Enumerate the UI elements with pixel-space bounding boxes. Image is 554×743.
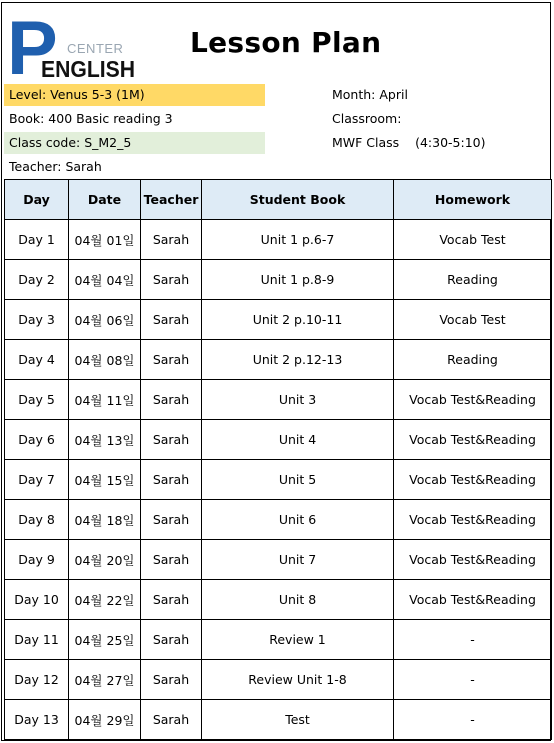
table-row <box>5 220 552 260</box>
teacher-cell: Sarah <box>141 340 202 380</box>
header-teacher: Teacher <box>141 180 202 220</box>
table-row <box>5 300 552 340</box>
day-cell: Day 7 <box>5 460 69 500</box>
day-cell: Day 5 <box>5 380 69 420</box>
teacher-cell: Sarah <box>141 540 202 580</box>
student-book-cell: Unit 4 <box>202 420 394 460</box>
english-center-logo <box>7 8 137 80</box>
homework-cell: - <box>394 660 552 700</box>
month-field: Month: April <box>332 87 408 102</box>
student-book-cell: Unit 7 <box>202 540 394 580</box>
day-cell: Day 6 <box>5 420 69 460</box>
day-cell: Day 12 <box>5 660 69 700</box>
homework-cell: Reading <box>394 260 552 300</box>
student-book-cell: Unit 5 <box>202 460 394 500</box>
homework-cell: Vocab Test&Reading <box>394 500 552 540</box>
student-book-cell: Unit 1 p.6-7 <box>202 220 394 260</box>
table-row <box>5 460 552 500</box>
date-cell: 04월 20일 <box>69 540 141 580</box>
teacher-cell: Sarah <box>141 620 202 660</box>
student-book-cell: Unit 2 p.10-11 <box>202 300 394 340</box>
table-row <box>5 340 552 380</box>
header-homework: Homework <box>394 180 552 220</box>
homework-cell: Reading <box>394 340 552 380</box>
day-cell: Day 13 <box>5 700 69 740</box>
teacher-cell: Sarah <box>141 220 202 260</box>
table-row <box>5 260 552 300</box>
homework-cell: Vocab Test <box>394 220 552 260</box>
teacher-cell: Sarah <box>141 580 202 620</box>
table-row <box>5 420 552 460</box>
table-body <box>5 220 552 740</box>
table-row <box>5 700 552 740</box>
homework-cell: Vocab Test&Reading <box>394 420 552 460</box>
teacher-cell: Sarah <box>141 300 202 340</box>
student-book-cell: Unit 8 <box>202 580 394 620</box>
student-book-cell: Unit 6 <box>202 500 394 540</box>
date-cell: 04월 29일 <box>69 700 141 740</box>
student-book-cell: Test <box>202 700 394 740</box>
homework-cell: - <box>394 620 552 660</box>
teacher-cell: Sarah <box>141 260 202 300</box>
table-row <box>5 620 552 660</box>
header-day: Day <box>5 180 69 220</box>
date-cell: 04월 22일 <box>69 580 141 620</box>
table-row <box>5 660 552 700</box>
student-book-cell: Unit 1 p.8-9 <box>202 260 394 300</box>
day-cell: Day 3 <box>5 300 69 340</box>
date-cell: 04월 13일 <box>69 420 141 460</box>
homework-cell: Vocab Test&Reading <box>394 540 552 580</box>
date-cell: 04월 06일 <box>69 300 141 340</box>
date-cell: 04월 15일 <box>69 460 141 500</box>
date-cell: 04월 11일 <box>69 380 141 420</box>
teacher-cell: Sarah <box>141 700 202 740</box>
date-cell: 04월 04일 <box>69 260 141 300</box>
student-book-cell: Unit 3 <box>202 380 394 420</box>
day-cell: Day 1 <box>5 220 69 260</box>
table-header-row <box>5 180 552 220</box>
day-cell: Day 4 <box>5 340 69 380</box>
date-cell: 04월 18일 <box>69 500 141 540</box>
day-cell: Day 10 <box>5 580 69 620</box>
teacher-field: Teacher: Sarah <box>9 159 102 174</box>
logo-brand-text: ENGLISH <box>41 56 135 80</box>
date-cell: 04월 25일 <box>69 620 141 660</box>
homework-cell: Vocab Test <box>394 300 552 340</box>
date-cell: 04월 27일 <box>69 660 141 700</box>
book-field: Book: 400 Basic reading 3 <box>9 111 173 126</box>
homework-cell: - <box>394 700 552 740</box>
day-cell: Day 8 <box>5 500 69 540</box>
classroom-field: Classroom: <box>332 111 402 126</box>
day-cell: Day 2 <box>5 260 69 300</box>
homework-cell: Vocab Test&Reading <box>394 580 552 620</box>
teacher-cell: Sarah <box>141 660 202 700</box>
day-cell: Day 11 <box>5 620 69 660</box>
date-cell: 04월 08일 <box>69 340 141 380</box>
date-cell: 04월 01일 <box>69 220 141 260</box>
student-book-cell: Review 1 <box>202 620 394 660</box>
header-student-book: Student Book <box>202 180 394 220</box>
teacher-cell: Sarah <box>141 500 202 540</box>
student-book-cell: Unit 2 p.12-13 <box>202 340 394 380</box>
day-cell: Day 9 <box>5 540 69 580</box>
student-book-cell: Review Unit 1-8 <box>202 660 394 700</box>
table-row <box>5 580 552 620</box>
teacher-cell: Sarah <box>141 380 202 420</box>
logo-letter: P <box>7 8 58 80</box>
homework-cell: Vocab Test&Reading <box>394 380 552 420</box>
homework-cell: Vocab Test&Reading <box>394 460 552 500</box>
logo-center-text: CENTER <box>67 41 124 56</box>
table-row <box>5 540 552 580</box>
teacher-cell: Sarah <box>141 420 202 460</box>
table-row <box>5 380 552 420</box>
header-date: Date <box>69 180 141 220</box>
schedule-field: MWF Class (4:30-5:10) <box>332 135 486 150</box>
level-field: Level: Venus 5-3 (1M) <box>4 84 265 106</box>
lesson-plan-table <box>4 179 552 740</box>
page-title: Lesson Plan <box>190 26 382 59</box>
teacher-cell: Sarah <box>141 460 202 500</box>
table-row <box>5 500 552 540</box>
class-code-field: Class code: S_M2_5 <box>4 132 265 154</box>
